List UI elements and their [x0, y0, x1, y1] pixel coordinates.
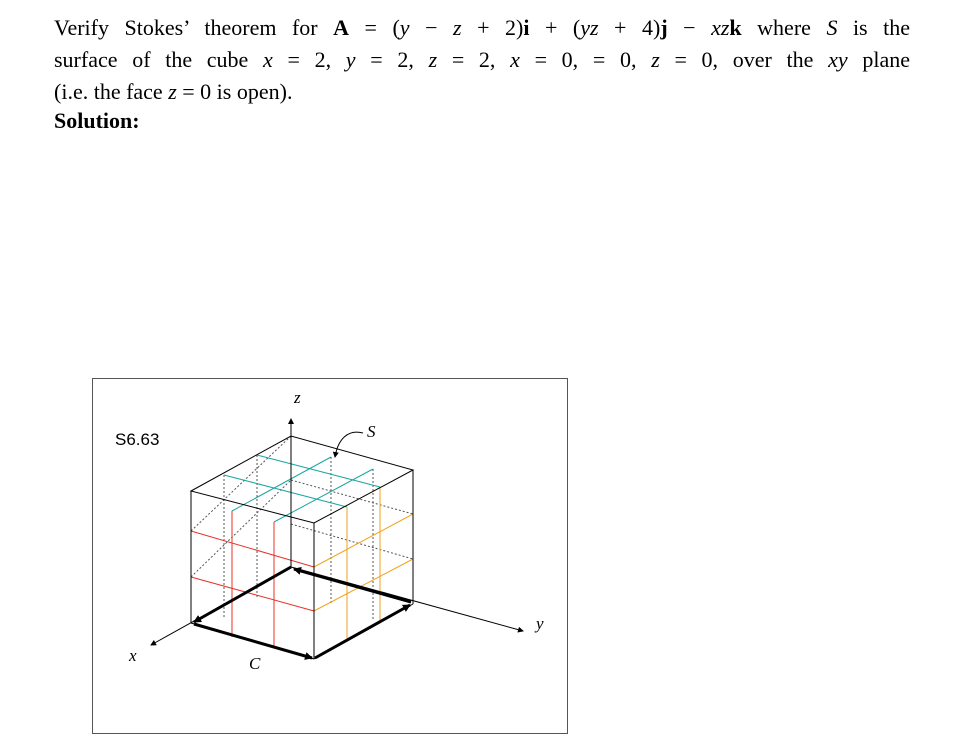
text-fragment: = 0, over the	[659, 47, 829, 72]
problem-statement	[54, 12, 910, 108]
front-face-grid	[191, 511, 314, 647]
grid-line	[191, 531, 314, 567]
unit-k: k	[729, 15, 742, 40]
var-xz: xz	[711, 15, 730, 40]
text-fragment: where	[741, 15, 827, 40]
problem-line-2	[54, 44, 910, 76]
grid-line	[314, 514, 413, 567]
text-fragment: = 0 is open).	[176, 79, 293, 104]
grid-line	[274, 469, 373, 522]
grid-line	[224, 475, 347, 507]
solution-heading: Solution:	[54, 108, 140, 133]
var-y: y	[399, 15, 410, 40]
z-axis-label: z	[294, 388, 301, 407]
grid-line	[232, 457, 331, 511]
grid-line	[257, 455, 380, 487]
var-xy: xy	[828, 47, 848, 72]
axes	[151, 419, 523, 645]
var-z: z	[453, 15, 462, 40]
text-fragment: −	[667, 15, 712, 40]
boundary-curve-c	[194, 567, 411, 658]
hidden-edge	[291, 524, 413, 559]
text-fragment: is the	[837, 15, 911, 40]
curve-label: C	[249, 654, 261, 673]
text-fragment: plane	[847, 47, 910, 72]
grid-line	[314, 559, 413, 611]
text-fragment: surface of the cube	[54, 47, 264, 72]
cube-figure	[92, 378, 568, 734]
var-z: z	[651, 47, 660, 72]
var-S: S	[826, 15, 838, 40]
grid-line	[191, 577, 314, 611]
problem-line-1	[54, 12, 910, 44]
text-fragment: −	[409, 15, 453, 40]
curve-segment	[294, 569, 411, 602]
figure-id-label: S6.63	[115, 430, 160, 449]
curve-segment	[194, 567, 291, 622]
text-fragment: = 0, = 0,	[519, 47, 652, 72]
text-fragment: Verify Stokes’ theorem for	[54, 15, 334, 40]
text-fragment: (i.e. the face	[54, 79, 169, 104]
var-z: z	[168, 79, 177, 104]
text-fragment: + 2)	[461, 15, 524, 40]
unit-j: j	[660, 15, 668, 40]
var-z: z	[428, 47, 438, 72]
var-yz: yz	[580, 15, 599, 40]
curve-segment	[194, 624, 312, 658]
text-fragment: = 2,	[355, 47, 429, 72]
text-fragment: = (	[349, 15, 400, 40]
unit-i: i	[523, 15, 530, 40]
y-axis-label: y	[536, 614, 544, 633]
cube-diagram	[93, 379, 569, 735]
vector-A: A	[333, 15, 350, 40]
text-fragment: = 2,	[437, 47, 511, 72]
hidden-edge	[191, 436, 291, 531]
var-y: y	[345, 47, 356, 72]
surface-label: S	[367, 422, 376, 441]
text-fragment: + (	[529, 15, 581, 40]
surface-pointer	[335, 432, 363, 457]
x-axis-label: x	[129, 646, 137, 665]
var-x: x	[263, 47, 273, 72]
text-fragment: + 4)	[598, 15, 661, 40]
side-face-grid	[314, 487, 413, 639]
curve-segment	[315, 605, 410, 658]
var-x: x	[510, 47, 520, 72]
top-face-grid	[224, 455, 380, 522]
text-fragment: = 2,	[272, 47, 346, 72]
problem-line-3	[54, 76, 910, 108]
